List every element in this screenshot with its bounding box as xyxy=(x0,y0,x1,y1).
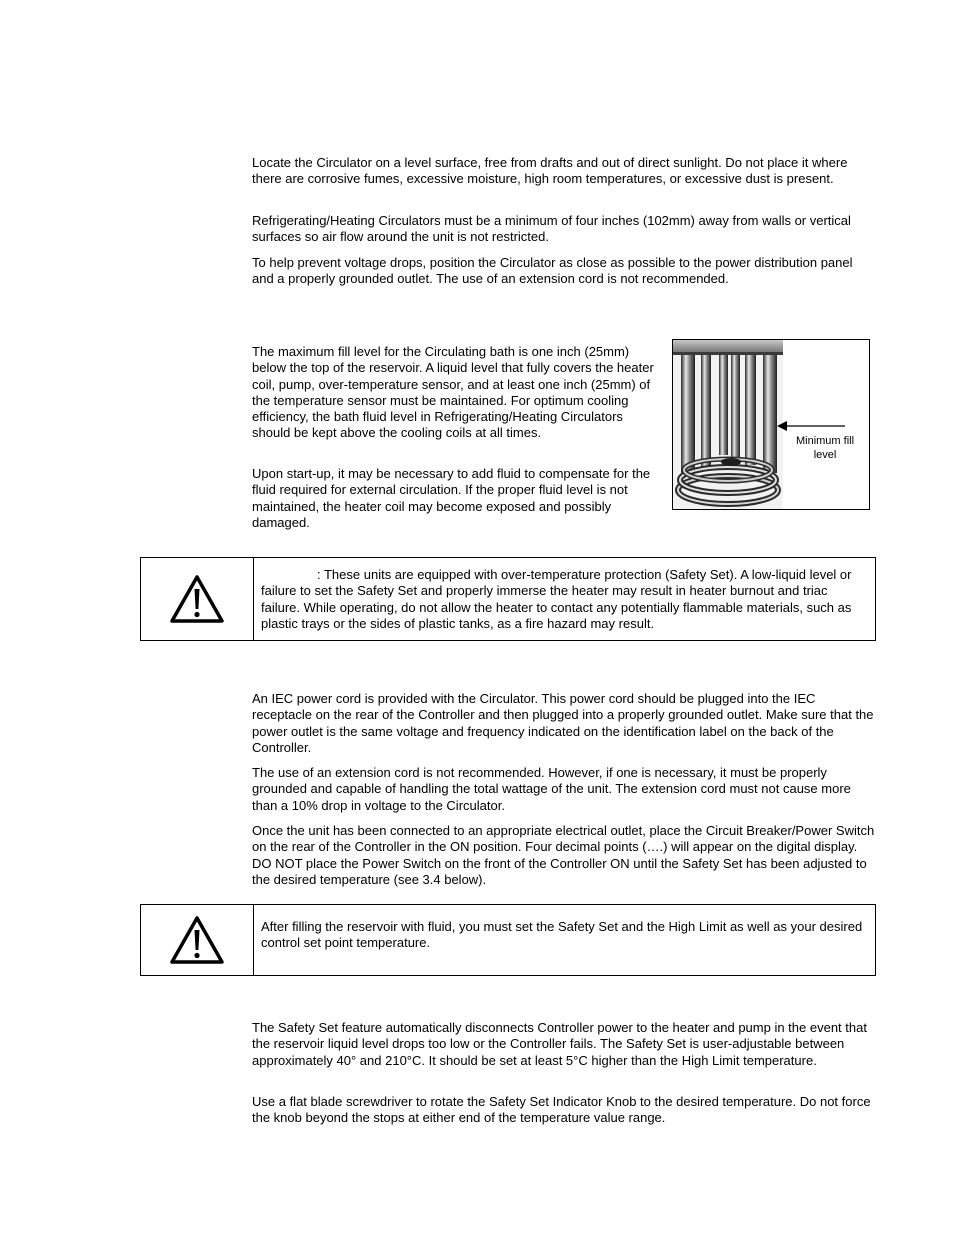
safety-set-paragraph-1: The Safety Set feature automatically disconnects Controller power to the heater and pump in the event that the reservoir liquid level drops too low or the Controller fails. The Safety Set is user-adjustable between approximately 40° and 210°C. It should be set at least 5°C higher than the High Limit temperature. xyxy=(252,1020,867,1068)
fill-level-paragraph-1: The maximum fill level for the Circulating bath is one inch (25mm) below the top of the reservoir. A liquid level that fully covers the heater coil, pump, over-temperature sensor, and at least one inch (25mm) of the temperature sensor must be maintained. For optimum cooling efficiency, the bath fluid level in Refrigerating/Heating Circulators should be kept above the cooling coils at all times. xyxy=(252,344,654,441)
warning-text-heater-body: : These units are equipped with over-temperature protection (Safety Set). A low-liquid level or failure to set the Safety Set and properly immerse the heater may result in heater burnout and triac failure. While operating, do not allow the heater to contact any potentially flammable materials, such as plastic trays or the sides of plastic tanks, as a fire hazard may result. xyxy=(261,567,852,631)
location-paragraph-3: To help prevent voltage drops, position the Circulator as close as possible to the power distribution panel and a properly grounded outlet. The use of an extension cord is not recommended. xyxy=(252,255,853,287)
warning-text-safety-set: After filling the reservoir with fluid, you must set the Safety Set and the High Limit as well as your desired control set point temperature. xyxy=(261,919,863,951)
fill-level-paragraph-2: Upon start-up, it may be necessary to add fluid to compensate for the fluid required for external circulation. If the proper fluid level is not maintained, the heater coil may become exposed and possibly damaged. xyxy=(252,466,651,530)
electrical-paragraph-2: The use of an extension cord is not recommended. However, if one is necessary, it must be properly grounded and capable of handling the total wattage of the unit. The extension cord must not cause more than a 10% drop in voltage to the Circulator. xyxy=(252,765,851,813)
warning-box-safety-set xyxy=(140,904,876,976)
warning-icon-cell xyxy=(141,905,254,975)
location-paragraph-1: Locate the Circulator on a level surface, free from drafts and out of direct sunlight. Do not place it where there are corrosive fumes, excessive moisture, high room temperatures, or excessive dust is present. xyxy=(252,155,848,187)
warning-text-heater xyxy=(261,567,867,632)
location-paragraph-2: Refrigerating/Heating Circulators must be a minimum of four inches (102mm) away from walls or vertical surfaces so air flow around the unit is not restricted. xyxy=(252,213,851,245)
warning-triangle-icon xyxy=(168,573,226,625)
electrical-paragraph-1: An IEC power cord is provided with the Circulator. This power cord should be plugged into the IEC receptacle on the rear of the Controller and then plugged into a properly grounded outlet. Make sure that the power outlet is the same voltage and frequency indicated on the identification label on the back of the Controller. xyxy=(252,691,874,755)
warning-triangle-icon xyxy=(168,914,226,966)
safety-set-paragraph-2: Use a flat blade screwdriver to rotate the Safety Set Indicator Knob to the desired temperature. Do not force the knob beyond the stops at either end of the temperature value range. xyxy=(252,1094,871,1126)
electrical-paragraph-3: Once the unit has been connected to an appropriate electrical outlet, place the Circuit Breaker/Power Switch on the rear of the Controller in the ON position. Four decimal points (….) will appear on the digital display. DO NOT place the Power Switch on the front of the Controller ON until the Safety Set has been adjusted to the desired temperature (see 3.4 below). xyxy=(252,823,875,887)
warning-box-heater xyxy=(140,557,876,641)
figure-caption: Minimum fill level xyxy=(795,435,855,461)
warning-icon-cell xyxy=(141,558,254,640)
heater-coil-figure xyxy=(672,339,870,510)
heater-coil-photo xyxy=(673,340,869,509)
